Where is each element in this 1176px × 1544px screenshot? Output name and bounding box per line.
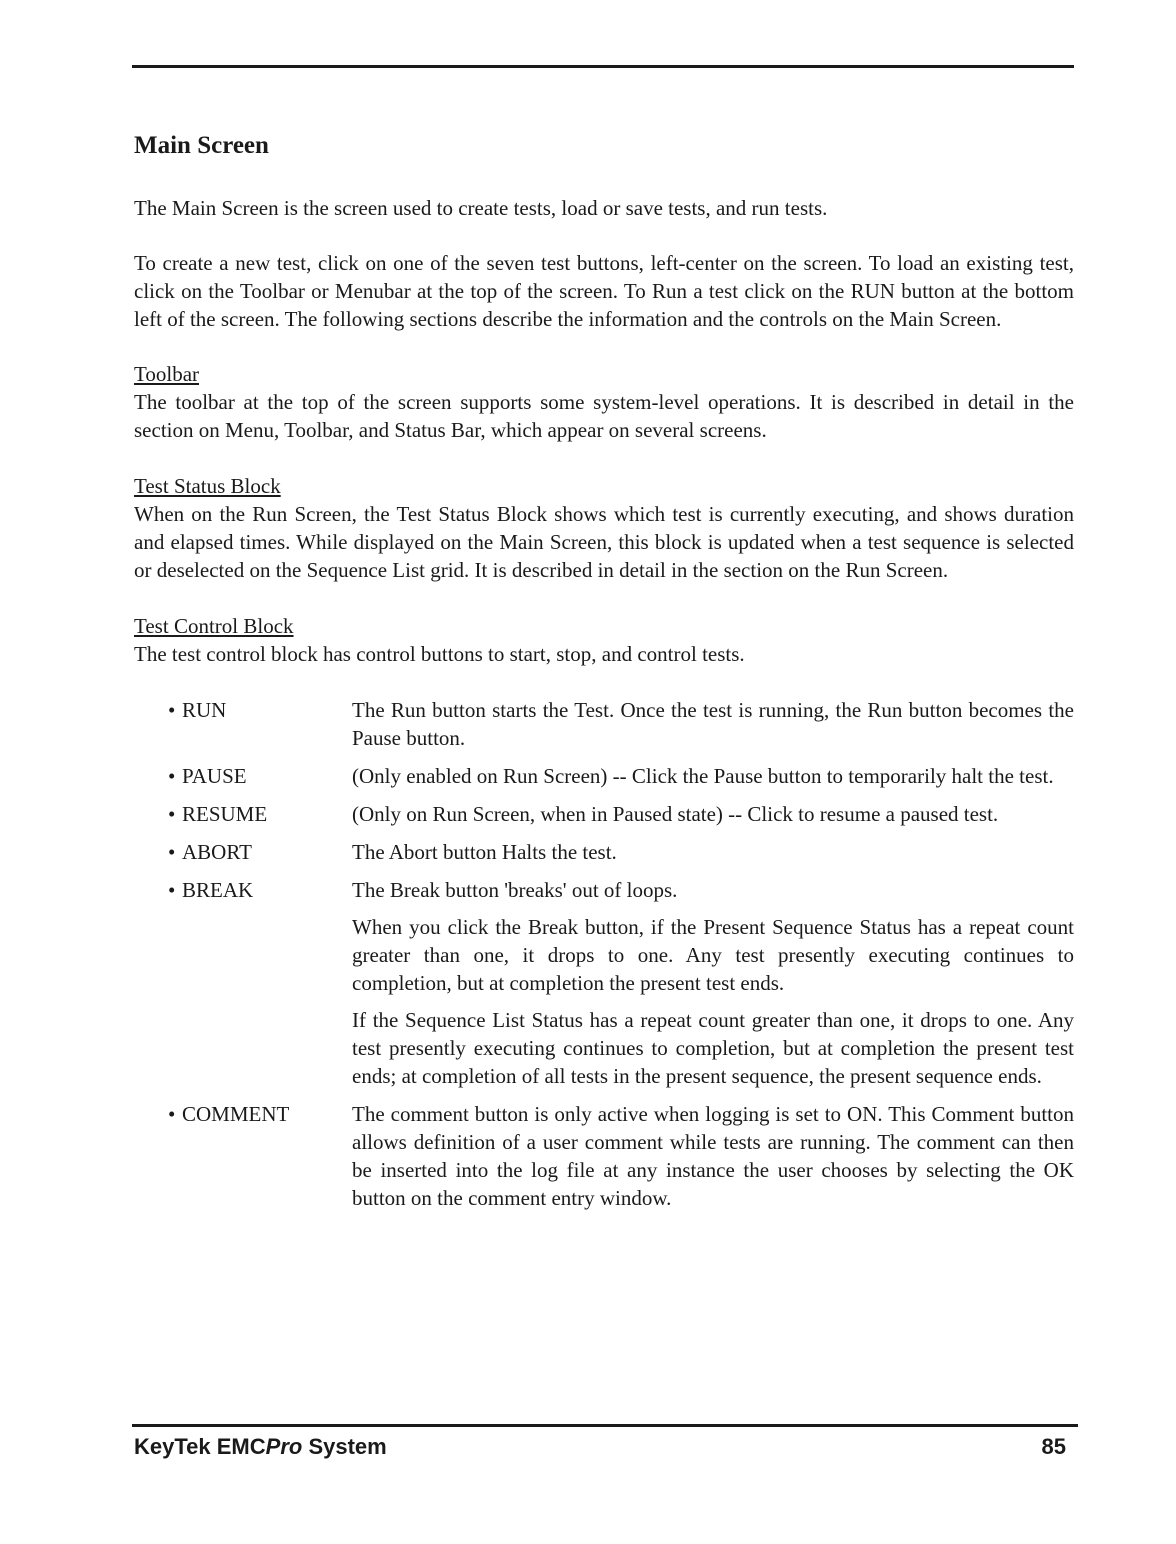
page-footer [134, 1432, 1066, 1462]
bullet-icon: • [168, 840, 176, 864]
test-control-block-body: The test control block has control buttons to start, stop, and control tests. [134, 642, 745, 666]
control-list [134, 696, 1074, 1212]
control-paragraph: When you click the Break button, if the Present Sequence Status has a repeat count greater than one, it drops to one. Any test presently executing continues to completion, but at completion the present test ends. [352, 915, 1074, 995]
bullet-icon: • [168, 1102, 176, 1126]
test-status-block-heading: Test Status Block [134, 474, 281, 498]
control-paragraph: The Run button starts the Test. Once the test is running, the Run button becomes the Pause button. [352, 698, 1074, 750]
toolbar-section [134, 360, 1074, 444]
bullet-icon: • [168, 698, 176, 722]
control-name: • BREAK [168, 878, 254, 902]
test-status-block-body: When on the Run Screen, the Test Status Block shows which test is currently executing, and shows duration and elapsed times. While displayed on the Main Screen, this block is updated when a test sequence is selected or deselected on the Sequence List grid. It is described in detail in the section on the Run Screen. [134, 502, 1074, 582]
control-item-resume [134, 800, 1074, 828]
control-description [352, 876, 1074, 1090]
intro-paragraph-2: To create a new test, click on one of the seven test buttons, left-center on the screen. To load an existing test, click on the Toolbar or Menubar at the top of the screen. To Run a test click on the RUN button at the bottom left of the screen. The following sections describe the information and the controls on the Main Screen. [134, 251, 1074, 331]
control-name: • RUN [168, 698, 227, 722]
bottom-rule [132, 1424, 1078, 1427]
intro-paragraph-1: The Main Screen is the screen used to create tests, load or save tests, and run tests. [134, 196, 828, 220]
control-description [352, 800, 1074, 828]
control-item-comment [134, 1100, 1074, 1212]
bullet-icon: • [168, 764, 176, 788]
top-rule [132, 65, 1074, 68]
control-description [352, 1100, 1074, 1212]
control-paragraph: The Abort button Halts the test. [352, 840, 617, 864]
control-item-pause [134, 762, 1074, 790]
control-paragraph: The comment button is only active when logging is set to ON. This Comment button allows definition of a user comment while tests are running. The comment can then be inserted into the log file at any instance the user chooses by selecting the OK button on the comment entry window. [352, 1102, 1074, 1210]
footer-brand: KeyTek EMCPro System [134, 1434, 387, 1459]
bullet-icon: • [168, 802, 176, 826]
test-control-block-section [134, 612, 1074, 668]
page-title: Main Screen [134, 132, 269, 159]
page-content [134, 128, 1074, 1222]
control-description [352, 696, 1074, 752]
control-paragraph: (Only on Run Screen, when in Paused state) -- Click to resume a paused test. [352, 802, 999, 826]
control-item-abort [134, 838, 1074, 866]
test-control-block-heading: Test Control Block [134, 614, 294, 638]
toolbar-body: The toolbar at the top of the screen supports some system-level operations. It is described in detail in the section on Menu, Toolbar, and Status Bar, which appear on several screens. [134, 390, 1074, 442]
control-paragraph: If the Sequence List Status has a repeat count greater than one, it drops to one. Any test presently executing continues to completion, but at completion the present test ends; at completion of all tests in the present sequence, the present sequence ends. [352, 1008, 1074, 1088]
control-item-break [134, 876, 1074, 1090]
control-item-run [134, 696, 1074, 752]
toolbar-heading: Toolbar [134, 362, 200, 386]
control-description [352, 762, 1074, 790]
control-name: • ABORT [168, 840, 252, 864]
control-paragraph: The Break button 'breaks' out of loops. [352, 878, 678, 902]
control-description [352, 838, 1074, 866]
control-name: • COMMENT [168, 1102, 290, 1126]
page-number: 85 [1041, 1434, 1066, 1459]
control-name: • RESUME [168, 802, 268, 826]
bullet-icon: • [168, 878, 176, 902]
control-name: • PAUSE [168, 764, 247, 788]
control-paragraph: (Only enabled on Run Screen) -- Click the Pause button to temporarily halt the test. [352, 764, 1054, 788]
test-status-block-section [134, 472, 1074, 584]
